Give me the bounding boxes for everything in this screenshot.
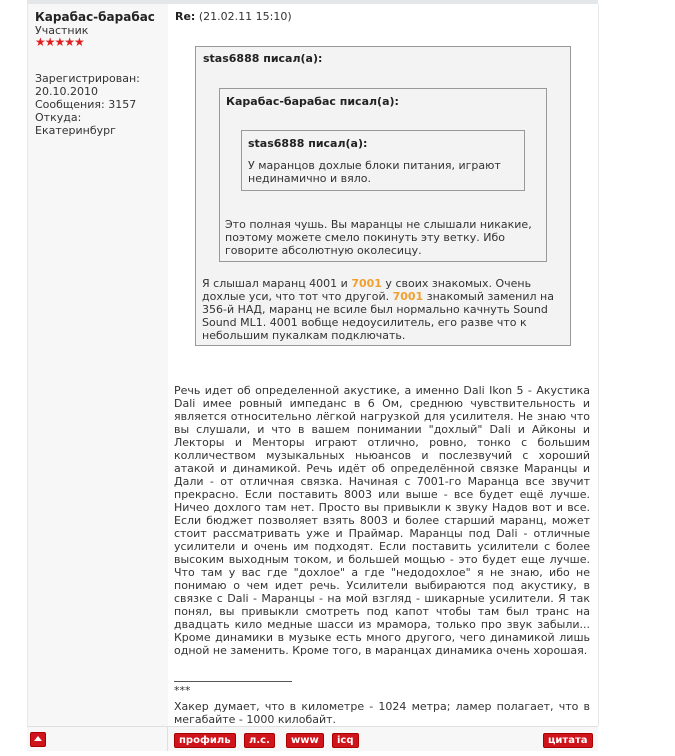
post-date: (21.02.11 15:10) bbox=[198, 10, 292, 23]
author-info bbox=[35, 72, 140, 137]
quote-author: Карабас-барабас писал(а): bbox=[226, 95, 399, 108]
quote-inner bbox=[241, 130, 525, 191]
arrow-up-icon[interactable] bbox=[30, 732, 46, 747]
message-count: Сообщения: 3157 bbox=[35, 98, 137, 111]
post-header bbox=[175, 10, 292, 23]
rank-stars: ★★★★★ bbox=[35, 35, 84, 49]
post-body: Речь идет об определенной акустике, а именно Dali Ikon 5 - Акустика Dali имее ровный импеданс в 6 Ом, среднюю чувствительность и является относительно лёгкой нагрузкой для усилителя. Не знаю что вы слушали, и что в вашем понимании "дохлый" Dali и Айконы и Лекторы и Менторы играют отлично, ровно, тонко с большим колличеством музыкальных ньюансов и послезвучий с хороший атакой и динамикой. Речь идёт об определённой связке Маранцы и Дали - от отличная связка. Начиная с 7001-го Маранца все звучит прекрасно. Если поставить 8003 или выше - все будет ещё лучше. Ничео дохлого там нет. Просто вы привыкли к звуку Надов вот и все. Если бюджет позволяет взять 8003 и более старший маранц, может стоит рассматривать уже и Праймар. Маранцы под Dali - отличные усилители и очень им подходят. Если поставить усилители с более высоким выходным током, и большей мощью - это будет еще лучше. Что там у вас где "дохлое" а где "недодохлое" я не знаю, ибо не понимаю о чем идет речь. Усилители выбираются под акустику, в связке с Dali - Маранцы - на мой взгляд - шикарные усилители. Я так понял, вы привыкли смотреть под капот чтобы там был транс на двадцать кило медные шасси из мрамора, только про звук забыли... Кроме динамики в музыке есть много другого, чего динамикой лишь одной не заменить. Кроме того, в маранцах динамика очень хорошая. bbox=[174, 384, 590, 657]
highlight-7001: 7001 bbox=[351, 277, 382, 290]
post-subject: Re: bbox=[175, 10, 196, 23]
quote-author: stas6888 писал(а): bbox=[203, 52, 323, 65]
registered-date: 20.10.2010 bbox=[35, 85, 98, 98]
quote-text: Это полная чушь. Вы маранцы не слышали никакие, поэтому можете смело покинуть эту ветку. Ибо говорите абсолютную околесицу. bbox=[225, 218, 532, 257]
highlight-7001: 7001 bbox=[392, 290, 424, 303]
author-name[interactable]: Карабас-барабас bbox=[35, 10, 155, 24]
quote-author: stas6888 писал(а): bbox=[248, 137, 368, 150]
quote-text: У маранцов дохлые блоки питания, играют нединамично и вяло. bbox=[248, 159, 501, 185]
from-city: Екатеринбург bbox=[35, 124, 116, 137]
profile-button[interactable]: профиль bbox=[174, 733, 236, 748]
quote-button[interactable]: цитата bbox=[543, 733, 593, 748]
registered-label: Зарегистрирован: bbox=[35, 72, 140, 85]
icq-button[interactable]: icq bbox=[332, 733, 359, 748]
quote-text: Я слышал маранц 4001 и 7001 у своих знакомых. Очень дохлые уси, что тот что другой. 7001 знакомый заменил на 356-й НАД, маранц не всиле был нормально качнуть Sound Sound ML1. 4001 вобще недоусилитель, его разве что к небольшим пукалкам подключать. bbox=[202, 277, 554, 342]
signature-text: Хакер думает, что в километре - 1024 метра; ламер полагает, что в мегабайте - 1000 килобайт. bbox=[174, 700, 590, 726]
signature bbox=[174, 684, 590, 726]
pm-button[interactable]: л.с. bbox=[244, 733, 275, 748]
signature-divider bbox=[174, 681, 292, 682]
author-rank: Участник bbox=[35, 24, 89, 37]
www-button[interactable]: www bbox=[286, 733, 324, 748]
signature-stars: *** bbox=[174, 684, 191, 697]
from-label: Откуда: bbox=[35, 111, 82, 124]
